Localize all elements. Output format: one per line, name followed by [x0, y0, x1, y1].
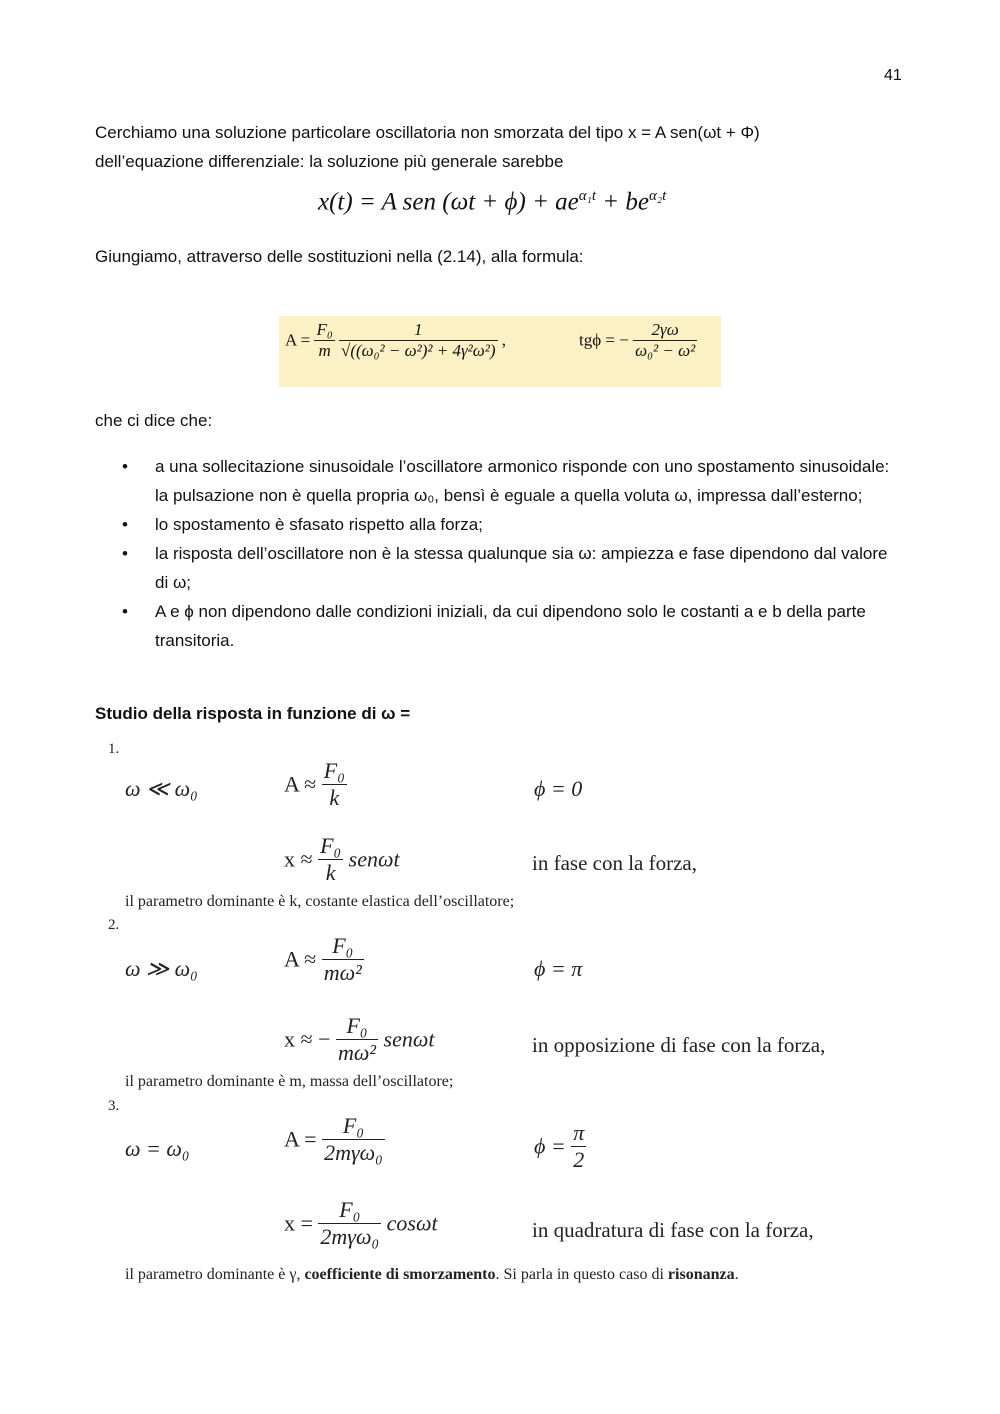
- displacement-fraction: $\frac{\text{F₀}}{\text{2mγω₀}}$: [320, 1197, 380, 1249]
- bullet-dot: •: [122, 544, 128, 563]
- exponent-1: α₁t: [578, 188, 597, 204]
- bullet-dot: •: [122, 515, 128, 534]
- resonance-term: risonanza: [667, 1266, 735, 1283]
- one-over-root: [339, 320, 498, 361]
- displacement-fraction: $\frac{\text{F₀}}{k}$: [320, 833, 342, 885]
- frac-den: m: [318, 341, 331, 360]
- equation-lhs: x(t) = A sen (ωt + ϕ) + ae: [318, 188, 579, 216]
- case-1-condition: ω ≪ ω₀: [125, 776, 198, 801]
- frac-den: ω₀² − ω²: [635, 341, 696, 360]
- frac-num: 1: [339, 320, 498, 341]
- intro-paragraph: [95, 118, 915, 176]
- case-1-phase: ϕ = 0: [534, 776, 583, 801]
- damping-coefficient-term: coefficiente di smorzamento: [304, 1266, 496, 1283]
- list-item: • la risposta dell’oscillatore non è la stessa qualunque sia ω: ampiezza e fase dipendono dal valore di ω;: [95, 539, 895, 597]
- comma: ,: [501, 330, 507, 350]
- a-label: A =: [285, 330, 311, 350]
- intro-line-2: dell’equazione differenziale: la soluzione più generale sarebbe: [95, 152, 564, 171]
- case-3-phase: ϕ = $\frac{\pi}{2}$: [534, 1120, 585, 1172]
- phase-fraction: [633, 320, 697, 361]
- case-2-note: il parametro dominante è m, massa dell’oscillatore;: [125, 1073, 454, 1090]
- case-1-caption: in fase con la forza,: [532, 851, 697, 875]
- bullet-dot: •: [122, 457, 128, 476]
- case-3-note: il parametro dominante è γ, coefficiente di smorzamento. Si parla in questo caso di risonanza.: [125, 1266, 739, 1283]
- list-item: • lo spostamento è sfasato rispetto alla forza;: [95, 510, 895, 539]
- case-2-amplitude: A ≈ $\frac{\text{F₀}}{\text{mω²}}$: [284, 933, 362, 985]
- amplitude-formula: [285, 320, 506, 361]
- case-2-phase: ϕ = π: [534, 956, 583, 981]
- list-item: • a una sollecitazione sinusoidale l’oscillatore armonico risponde con uno spostamento sinusoidale: la pulsazione non è quella propria ω₀, bensì è eguale a quella voluta ω, impressa dall’esterno;: [95, 452, 895, 510]
- case-3-displacement: x = $\frac{\text{F₀}}{\text{2mγω₀}}$ cosωt: [284, 1197, 438, 1249]
- case-3-amplitude: A = $\frac{\text{F₀}}{\text{2mγω₀}}$: [284, 1113, 383, 1165]
- frac-num: 2γω: [633, 320, 697, 341]
- frac-num: F₀: [316, 320, 333, 339]
- formula-box: [279, 316, 721, 387]
- exponent-2: α₂t: [649, 188, 667, 204]
- case-1-amplitude: A ≈ $\frac{\text{F₀}}{k}$: [284, 758, 345, 810]
- displacement-fraction: $\frac{\text{F₀}}{\text{mω²}}$: [337, 1013, 377, 1065]
- case-2-number: 2.: [108, 917, 120, 933]
- phase-fraction: $\frac{\pi}{2}$: [573, 1120, 585, 1172]
- equation-mid: + be: [596, 188, 650, 216]
- amplitude-fraction: $\frac{\text{F₀}}{\text{mω²}}$: [323, 933, 362, 985]
- case-3-caption: in quadratura di fase con la forza,: [532, 1218, 814, 1242]
- bullet-list: [95, 452, 895, 655]
- phase-formula: [579, 320, 697, 361]
- bullet-dot: •: [122, 602, 128, 621]
- list-item: • A e ϕ non dipendono dalle condizioni iniziali, da cui dipendono solo le costanti a e b della parte transitoria.: [95, 597, 895, 655]
- f0-over-m: [314, 320, 334, 361]
- case-1-displacement: x ≈ $\frac{\text{F₀}}{k}$ senωt: [284, 833, 400, 885]
- case-1-note: il parametro dominante è k, costante elastica dell’oscillatore;: [125, 893, 515, 910]
- case-1-number: 1.: [108, 741, 120, 757]
- case-2-caption: in opposizione di fase con la forza,: [532, 1033, 826, 1057]
- amplitude-fraction: $\frac{\text{F₀}}{k}$: [323, 758, 345, 810]
- section-heading: Studio della risposta in funzione di ω =: [95, 704, 411, 723]
- transition-sentence: Giungiamo, attraverso delle sostituzioni nella (2.14), alla formula:: [95, 247, 584, 266]
- frac-den: √((ω₀² − ω²)² + 4γ²ω²): [340, 341, 496, 360]
- page-number: 41: [884, 67, 902, 84]
- amplitude-fraction: $\frac{\text{F₀}}{\text{2mγω₀}}$: [324, 1113, 383, 1165]
- case-2-displacement: x ≈ − $\frac{\text{F₀}}{\text{mω²}}$ senωt: [284, 1013, 435, 1065]
- case-2-condition: ω ≫ ω₀: [125, 956, 198, 981]
- general-solution-equation: [318, 188, 666, 216]
- lead-sentence: che ci dice che:: [95, 411, 213, 430]
- tg-label: tgϕ = −: [579, 330, 629, 350]
- case-3-condition: ω = ω₀: [125, 1136, 190, 1161]
- case-3-number: 3.: [108, 1098, 120, 1114]
- intro-line-1: Cerchiamo una soluzione particolare oscillatoria non smorzata del tipo x = A sen(ωt + Φ): [95, 123, 760, 142]
